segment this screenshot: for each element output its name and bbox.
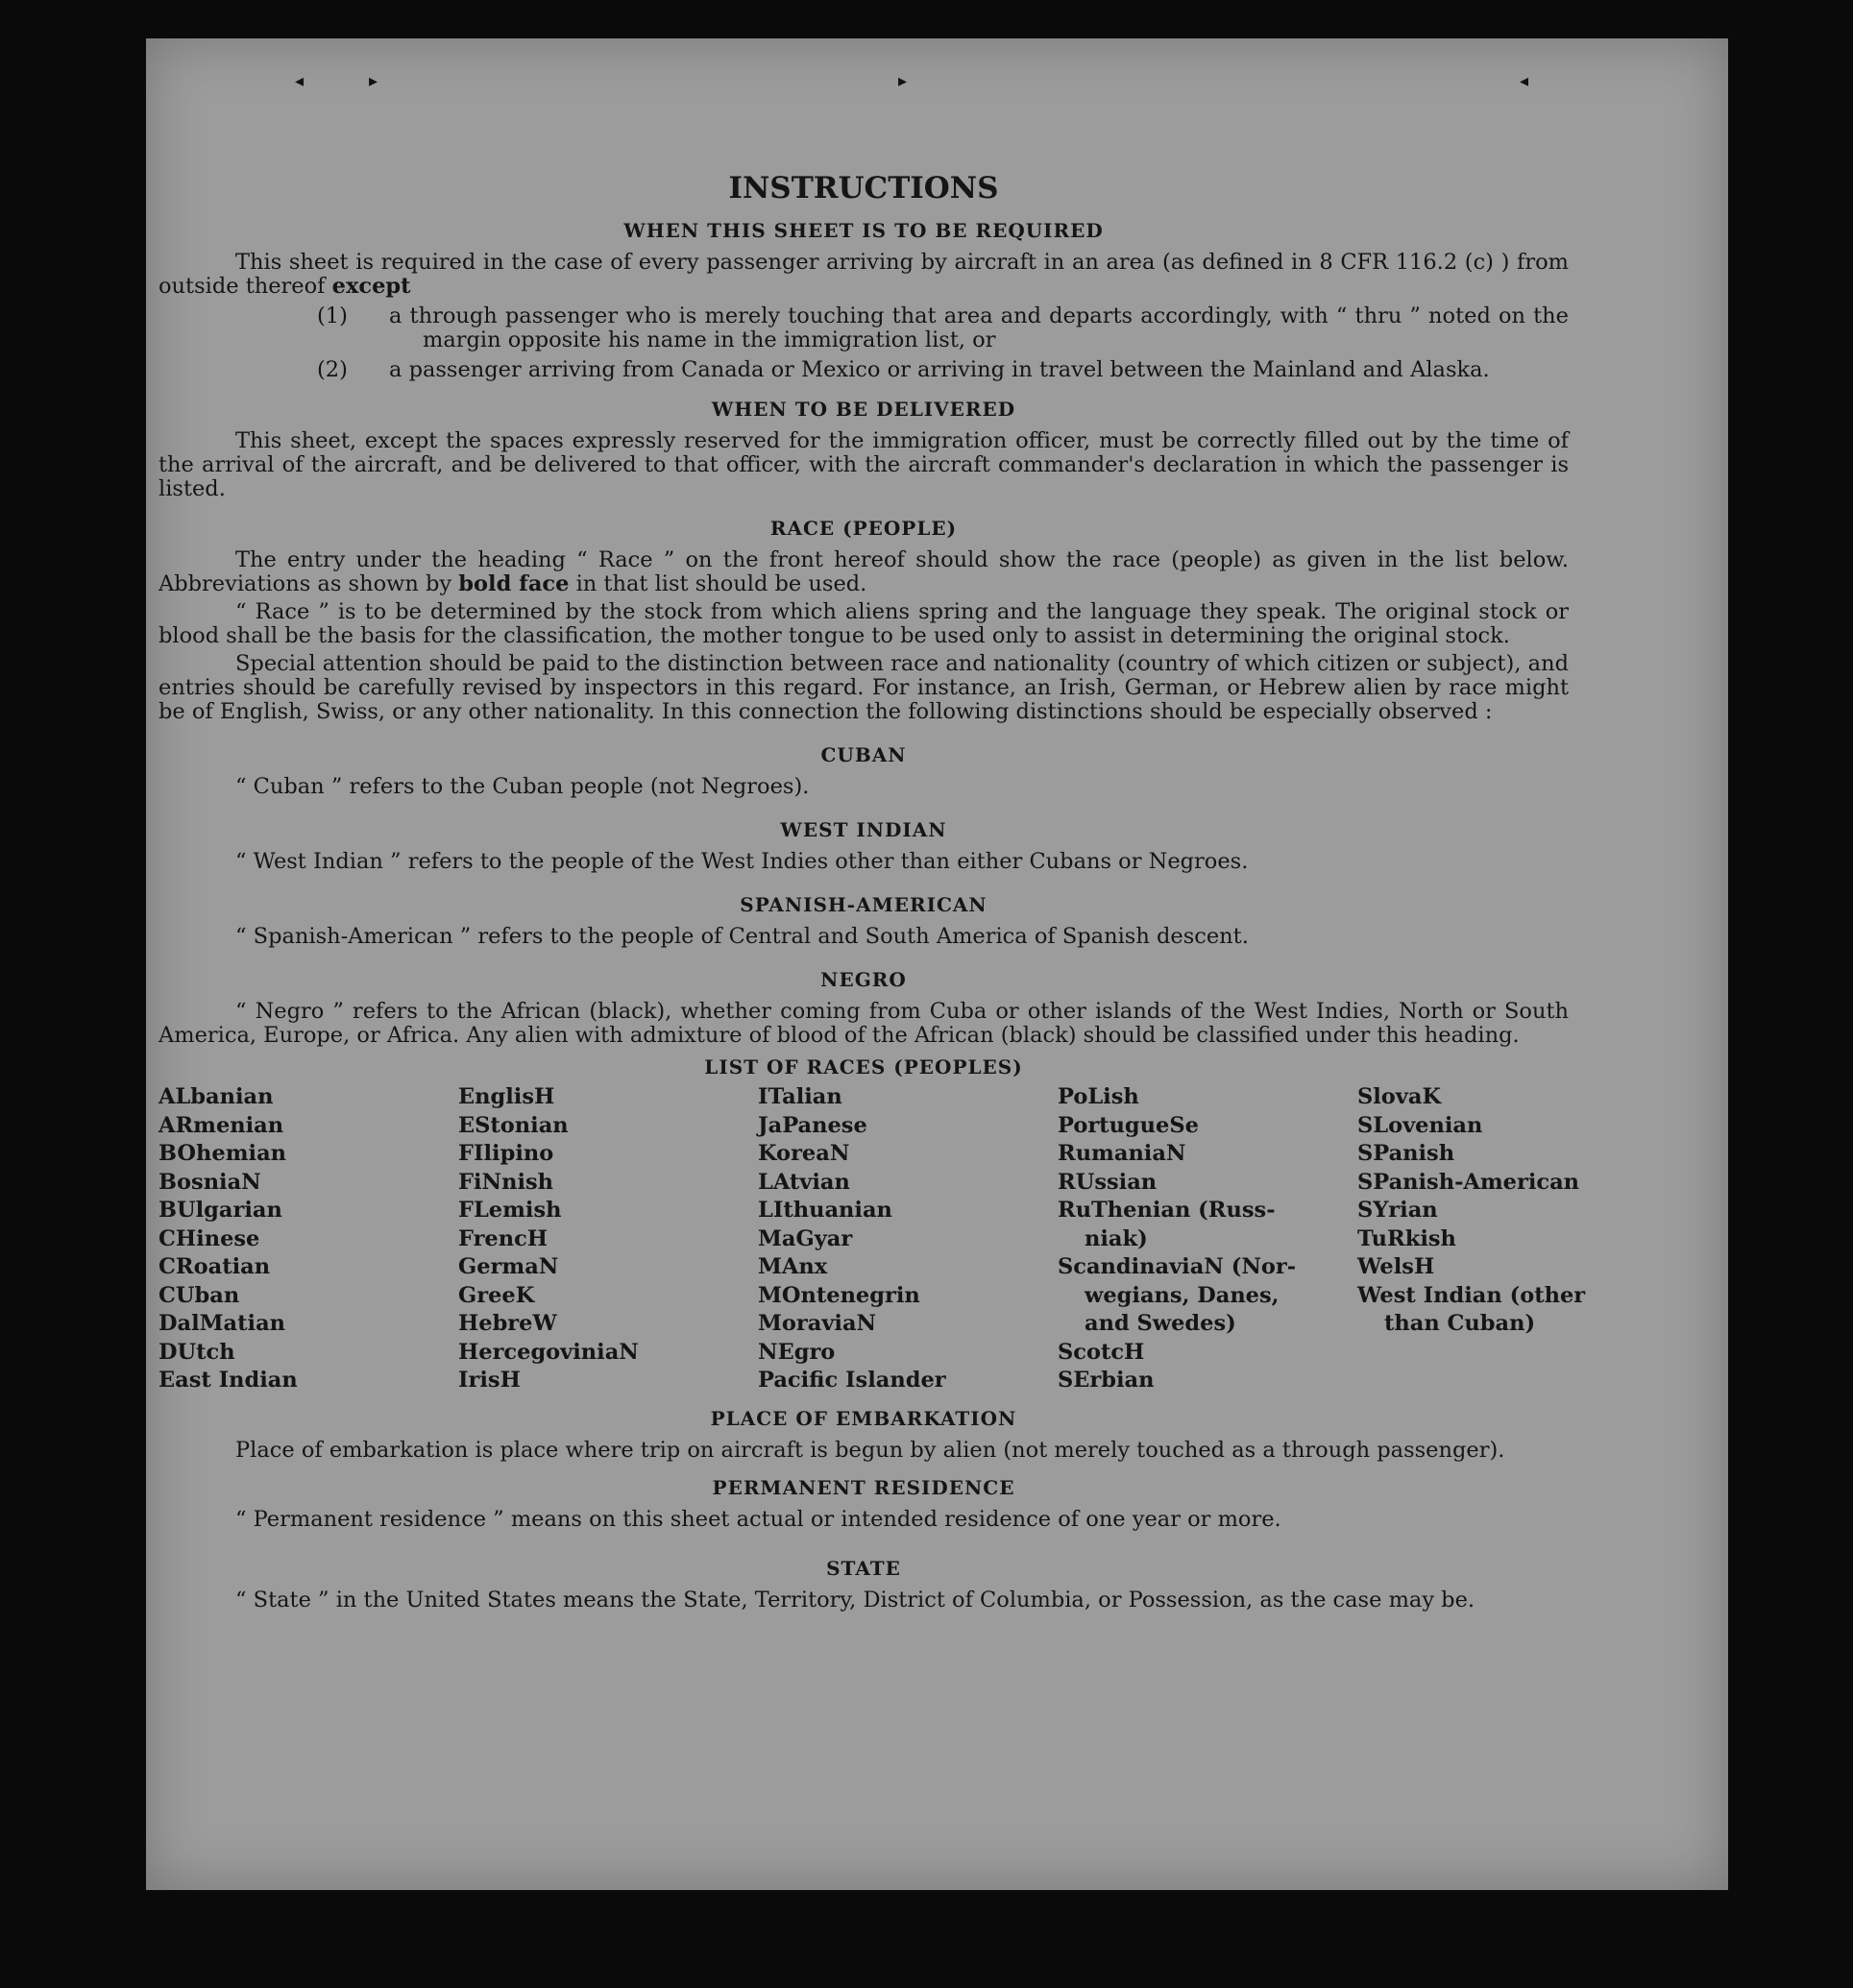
residence-text: “ Permanent residence ” means on this sheet actual or intended residence of one year or more.: [235, 1506, 1281, 1532]
race-item: ITalian: [758, 1084, 842, 1109]
heading-when-required: WHEN THIS SHEET IS TO BE REQUIRED: [623, 219, 1104, 242]
race-paragraph-1: The entry under the heading “ Race ” on the front hereof should show the race (people) as given in the list below. Abbreviations as shown by bold face in that list should be used.: [158, 547, 1569, 596]
heading-permanent-residence: PERMANENT RESIDENCE: [712, 1475, 1015, 1499]
cuban-text: “ Cuban ” refers to the Cuban people (not Negroes).: [235, 774, 810, 799]
race-column: [158, 1083, 418, 1395]
scan-mark: ◂: [295, 71, 305, 91]
race-item: NEgro: [758, 1339, 836, 1365]
race-item: ScotcH: [1058, 1339, 1145, 1365]
race-item: SErbian: [1058, 1368, 1155, 1393]
race-item: ARmenian: [158, 1112, 284, 1138]
race-item: RumaniaN: [1058, 1141, 1186, 1166]
race-item: and Swedes): [1085, 1311, 1236, 1336]
race-item: SPanish: [1357, 1141, 1455, 1166]
heading-state: STATE: [826, 1556, 901, 1580]
race-item: GermaN: [458, 1254, 559, 1279]
race-item: JaPanese: [758, 1112, 867, 1138]
race-item: LAtvian: [758, 1169, 850, 1195]
race-item: LIthuanian: [758, 1198, 892, 1223]
west-indian-text: “ West Indian ” refers to the people of the West Indies other than either Cubans or Negroes.: [235, 849, 1249, 874]
race-item: RuThenian (Russ-: [1058, 1198, 1276, 1223]
heading-list-of-races: LIST OF RACES (PEOPLES): [704, 1055, 1023, 1079]
race-item: WelsH: [1357, 1254, 1435, 1279]
heading-cuban: CUBAN: [820, 743, 907, 766]
race-item: BUlgarian: [158, 1198, 282, 1223]
race-item: MaGyar: [758, 1225, 853, 1251]
race-item: IrisH: [458, 1368, 521, 1393]
race-item: KoreaN: [758, 1141, 850, 1166]
race-item: SPanish-American: [1357, 1169, 1580, 1195]
race-item: ALbanian: [158, 1084, 274, 1109]
exception-item: (2) a passenger arriving from Canada or Mexico or arriving in travel between the Mainland and Alaska.: [317, 357, 1490, 382]
race-item: MoraviaN: [758, 1311, 877, 1336]
heading-race: RACE (PEOPLE): [769, 517, 958, 540]
race-item: BOhemian: [158, 1141, 287, 1166]
heading-embarkation: PLACE OF EMBARKATION: [710, 1406, 1017, 1430]
race-item: FIlipino: [458, 1141, 554, 1166]
scan-mark: ▸: [369, 71, 378, 91]
race-item: PoLish: [1058, 1084, 1139, 1109]
exception-item: (1) a through passenger who is merely touching that area and departs accordingly, with “ thru ” noted on the margin opposite his name in the immigration list, or: [317, 303, 1569, 352]
race-item: East Indian: [158, 1368, 298, 1393]
race-item: HebreW: [458, 1311, 557, 1336]
race-item: SlovaK: [1357, 1084, 1442, 1109]
race-item: GreeK: [458, 1282, 535, 1308]
race-item: FrencH: [458, 1225, 549, 1251]
race-item: RUssian: [1058, 1169, 1158, 1195]
delivered-text: This sheet, except the spaces expressly reserved for the immigration officer, must be correctly filled out by the time of the arrival of the aircraft, and be delivered to that officer, with the aircraft commander's declaration in which the passenger is listed.: [158, 428, 1569, 501]
race-item: wegians, Danes,: [1085, 1282, 1280, 1308]
race-item: CHinese: [158, 1225, 260, 1251]
race-item: MOntenegrin: [758, 1282, 920, 1308]
race-item: CUban: [158, 1282, 240, 1308]
scan-mark: ◂: [1520, 71, 1529, 91]
heading-west-indian: WEST INDIAN: [780, 818, 947, 841]
race-item: ScandinaviaN (Nor-: [1058, 1254, 1297, 1279]
race-column: [758, 1083, 1017, 1395]
race-column: [458, 1083, 718, 1395]
race-item: niak): [1085, 1225, 1148, 1251]
race-item: FiNnish: [458, 1169, 554, 1195]
race-item: DUtch: [158, 1339, 235, 1365]
spanish-american-text: “ Spanish-American ” refers to the people of Central and South America of Spanish descent.: [235, 924, 1249, 949]
race-item: CRoatian: [158, 1254, 271, 1279]
race-column: [1058, 1083, 1317, 1395]
negro-text: “ Negro ” refers to the African (black), whether coming from Cuba or other islands of the West Indies, North or South America, Europe, or Africa. Any alien with admixture of blood of the African (black) should be classified under this heading.: [158, 999, 1569, 1048]
race-list: [158, 1083, 1586, 1395]
required-intro: This sheet is required in the case of every passenger arriving by aircraft in an area (as defined in 8 CFR 116.2 (c) ) from outside thereof except: [158, 250, 1569, 299]
race-item: DalMatian: [158, 1311, 286, 1336]
race-item: EnglisH: [458, 1084, 555, 1109]
state-text: “ State ” in the United States means the State, Territory, District of Columbia, or Possession, as the case may be.: [235, 1587, 1475, 1612]
race-item: BosniaN: [158, 1169, 261, 1195]
race-paragraph-3: Special attention should be paid to the distinction between race and nationality (country of which citizen or subject), and entries should be carefully revised by inspectors in this regard. For instance, an Irish, German, or Hebrew alien by race might be of English, Swiss, or any other nationality. In this connection the following distinctions should be especially observed :: [158, 651, 1569, 724]
race-paragraph-2: “ Race ” is to be determined by the stock from which aliens spring and the language they speak. The original stock or blood shall be the basis for the classification, the mother tongue to be used only to assist in determining the original stock.: [158, 599, 1569, 648]
heading-negro: NEGRO: [820, 968, 907, 991]
race-item: HercegoviniaN: [458, 1339, 639, 1365]
race-item: MAnx: [758, 1254, 828, 1279]
instructions-content: [158, 133, 1586, 1612]
race-item: than Cuban): [1384, 1311, 1536, 1336]
heading-when-delivered: WHEN TO BE DELIVERED: [711, 398, 1016, 421]
race-item: PortugueSe: [1058, 1112, 1199, 1138]
race-item: FLemish: [458, 1198, 562, 1223]
race-item: West Indian (other: [1357, 1282, 1586, 1308]
race-item: Pacific Islander: [758, 1368, 946, 1393]
race-item: SYrian: [1357, 1198, 1438, 1223]
race-item: EStonian: [458, 1112, 569, 1138]
heading-spanish-american: SPANISH-AMERICAN: [740, 893, 987, 916]
page-title: INSTRUCTIONS: [728, 171, 999, 206]
race-column: [1357, 1083, 1586, 1395]
scan-mark: ▸: [898, 71, 908, 91]
race-item: TuRkish: [1357, 1225, 1456, 1251]
race-item: SLovenian: [1357, 1112, 1483, 1138]
embarkation-text: Place of embarkation is place where trip on aircraft is begun by alien (not merely touched as a through passenger).: [235, 1437, 1505, 1463]
